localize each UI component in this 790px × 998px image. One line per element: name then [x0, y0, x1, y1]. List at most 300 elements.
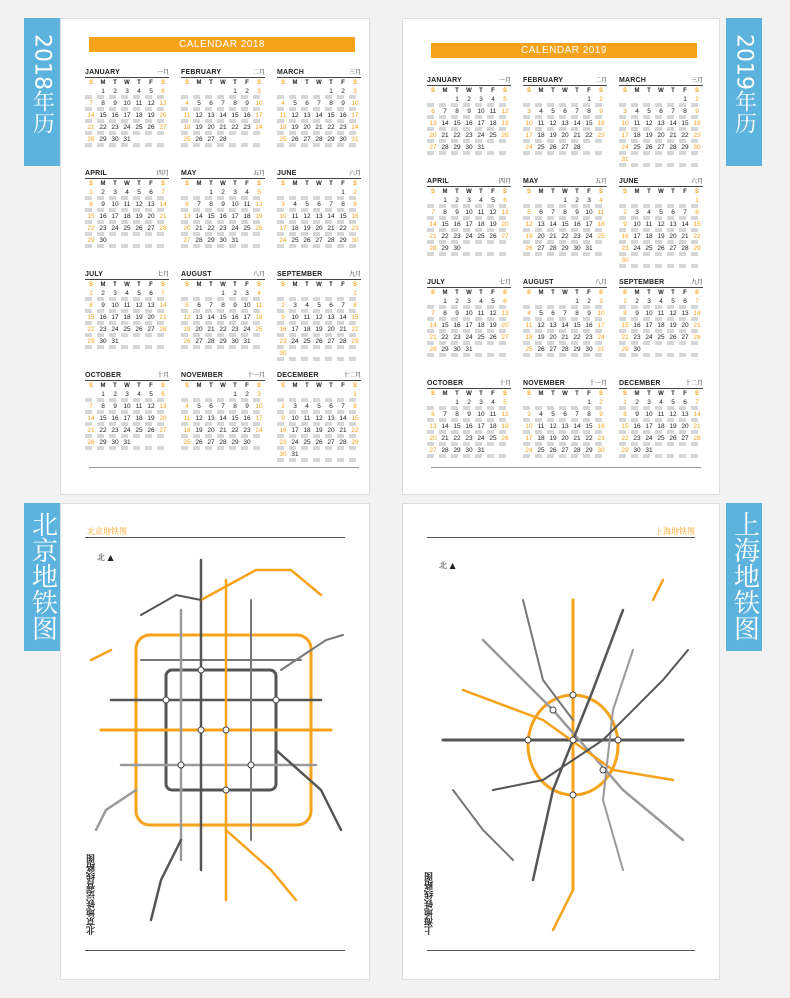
day-cell[interactable]: 6 — [503, 197, 507, 204]
day-cell[interactable]: 15 — [621, 322, 629, 329]
day-cell[interactable]: 24 — [645, 334, 653, 341]
day-cell[interactable]: 16 — [585, 322, 593, 329]
day-cell[interactable]: 29 — [339, 237, 347, 244]
day-cell[interactable]: 30 — [339, 136, 347, 143]
day-cell[interactable]: 29 — [573, 346, 581, 353]
day-cell[interactable]: 17 — [633, 233, 641, 240]
day-cell[interactable]: 22 — [561, 233, 569, 240]
day-cell[interactable]: 13 — [657, 120, 665, 127]
day-cell[interactable]: 16 — [633, 423, 641, 430]
day-cell[interactable]: 5 — [137, 290, 141, 297]
day-cell[interactable]: 5 — [305, 201, 309, 208]
day-cell[interactable]: 23 — [279, 439, 287, 446]
day-cell[interactable]: 1 — [563, 197, 567, 204]
day-cell[interactable]: 22 — [231, 124, 239, 131]
day-cell[interactable]: 13 — [303, 112, 311, 119]
day-cell[interactable]: 7 — [683, 209, 687, 216]
day-cell[interactable]: 24 — [465, 233, 473, 240]
day-cell[interactable]: 29 — [327, 136, 335, 143]
day-cell[interactable]: 29 — [585, 447, 593, 454]
day-cell[interactable]: 23 — [633, 435, 641, 442]
day-cell[interactable]: 9 — [467, 108, 471, 115]
day-cell[interactable]: 7 — [443, 108, 447, 115]
day-cell[interactable]: 4 — [539, 411, 543, 418]
day-cell[interactable]: 1 — [455, 399, 459, 406]
day-cell[interactable]: 17 — [123, 415, 131, 422]
day-cell[interactable]: 17 — [255, 415, 263, 422]
day-cell[interactable]: 14 — [549, 221, 557, 228]
day-cell[interactable]: 3 — [113, 290, 117, 297]
day-cell[interactable]: 11 — [489, 411, 497, 418]
station-node[interactable] — [248, 762, 254, 768]
day-cell[interactable]: 8 — [89, 302, 93, 309]
day-cell[interactable]: 8 — [89, 201, 93, 208]
day-cell[interactable]: 9 — [233, 302, 237, 309]
day-cell[interactable]: 3 — [647, 399, 651, 406]
station-node[interactable] — [570, 737, 576, 743]
day-cell[interactable]: 13 — [315, 213, 323, 220]
day-cell[interactable]: 23 — [585, 334, 593, 341]
day-cell[interactable]: 18 — [243, 213, 251, 220]
day-cell[interactable]: 26 — [501, 435, 509, 442]
day-cell[interactable]: 11 — [255, 302, 263, 309]
day-cell[interactable]: 22 — [99, 124, 107, 131]
day-cell[interactable]: 29 — [99, 439, 107, 446]
day-cell[interactable]: 22 — [585, 435, 593, 442]
day-cell[interactable]: 25 — [489, 132, 497, 139]
day-cell[interactable]: 24 — [231, 225, 239, 232]
day-cell[interactable]: 17 — [645, 423, 653, 430]
day-cell[interactable]: 31 — [585, 245, 593, 252]
day-cell[interactable]: 26 — [291, 136, 299, 143]
day-cell[interactable]: 7 — [161, 189, 165, 196]
station-node[interactable] — [273, 697, 279, 703]
day-cell[interactable]: 21 — [315, 124, 323, 131]
day-cell[interactable]: 24 — [477, 132, 485, 139]
day-cell[interactable]: 24 — [111, 225, 119, 232]
day-cell[interactable]: 19 — [501, 423, 509, 430]
day-cell[interactable]: 18 — [633, 132, 641, 139]
day-cell[interactable]: 17 — [525, 132, 533, 139]
day-cell[interactable]: 3 — [467, 298, 471, 305]
day-cell[interactable]: 12 — [549, 120, 557, 127]
day-cell[interactable]: 7 — [575, 108, 579, 115]
day-cell[interactable]: 9 — [113, 100, 117, 107]
day-cell[interactable]: 15 — [99, 112, 107, 119]
day-cell[interactable]: 2 — [455, 298, 459, 305]
day-cell[interactable]: 11 — [537, 120, 545, 127]
day-cell[interactable]: 20 — [147, 314, 155, 321]
day-cell[interactable]: 5 — [551, 411, 555, 418]
day-cell[interactable]: 15 — [573, 322, 581, 329]
day-cell[interactable]: 4 — [491, 96, 495, 103]
day-cell[interactable]: 15 — [621, 423, 629, 430]
day-cell[interactable]: 4 — [599, 197, 603, 204]
day-cell[interactable]: 13 — [159, 403, 167, 410]
day-cell[interactable]: 17 — [111, 213, 119, 220]
day-cell[interactable]: 6 — [671, 209, 675, 216]
day-cell[interactable]: 30 — [99, 338, 107, 345]
day-cell[interactable]: 11 — [657, 411, 665, 418]
day-cell[interactable]: 19 — [525, 233, 533, 240]
day-cell[interactable]: 23 — [453, 233, 461, 240]
day-cell[interactable]: 15 — [351, 314, 359, 321]
day-cell[interactable]: 17 — [231, 213, 239, 220]
day-cell[interactable]: 21 — [219, 427, 227, 434]
day-cell[interactable]: 22 — [621, 435, 629, 442]
day-cell[interactable]: 24 — [621, 144, 629, 151]
day-cell[interactable]: 14 — [441, 423, 449, 430]
day-cell[interactable]: 29 — [207, 237, 215, 244]
day-cell[interactable]: 25 — [489, 435, 497, 442]
day-cell[interactable]: 1 — [695, 197, 699, 204]
station-node[interactable] — [615, 737, 621, 743]
day-cell[interactable]: 5 — [293, 100, 297, 107]
day-cell[interactable]: 13 — [537, 221, 545, 228]
day-cell[interactable]: 24 — [525, 144, 533, 151]
day-cell[interactable]: 7 — [431, 209, 435, 216]
day-cell[interactable]: 11 — [525, 322, 533, 329]
day-cell[interactable]: 20 — [429, 435, 437, 442]
day-cell[interactable]: 28 — [681, 245, 689, 252]
day-cell[interactable]: 22 — [327, 124, 335, 131]
day-cell[interactable]: 26 — [645, 144, 653, 151]
day-cell[interactable]: 21 — [573, 435, 581, 442]
day-cell[interactable]: 2 — [281, 302, 285, 309]
day-cell[interactable]: 20 — [147, 213, 155, 220]
day-cell[interactable]: 23 — [351, 225, 359, 232]
day-cell[interactable]: 26 — [315, 439, 323, 446]
day-cell[interactable]: 4 — [527, 310, 531, 317]
day-cell[interactable]: 18 — [183, 124, 191, 131]
day-cell[interactable]: 4 — [647, 209, 651, 216]
day-cell[interactable]: 27 — [561, 144, 569, 151]
day-cell[interactable]: 28 — [315, 136, 323, 143]
day-cell[interactable]: 2 — [599, 399, 603, 406]
day-cell[interactable]: 3 — [125, 391, 129, 398]
day-cell[interactable]: 12 — [303, 213, 311, 220]
day-cell[interactable]: 2 — [599, 96, 603, 103]
day-cell[interactable]: 28 — [429, 245, 437, 252]
day-cell[interactable]: 9 — [635, 411, 639, 418]
day-cell[interactable]: 27 — [207, 439, 215, 446]
day-cell[interactable]: 22 — [351, 427, 359, 434]
day-cell[interactable]: 4 — [281, 100, 285, 107]
day-cell[interactable]: 20 — [657, 132, 665, 139]
day-cell[interactable]: 21 — [681, 233, 689, 240]
day-cell[interactable]: 19 — [135, 314, 143, 321]
station-node[interactable] — [198, 667, 204, 673]
day-cell[interactable]: 21 — [159, 213, 167, 220]
day-cell[interactable]: 10 — [351, 100, 359, 107]
day-cell[interactable]: 25 — [657, 334, 665, 341]
day-cell[interactable]: 23 — [621, 245, 629, 252]
day-cell[interactable]: 28 — [159, 225, 167, 232]
day-cell[interactable]: 19 — [657, 233, 665, 240]
day-cell[interactable]: 8 — [221, 302, 225, 309]
day-cell[interactable]: 2 — [587, 298, 591, 305]
station-node[interactable] — [570, 692, 576, 698]
day-cell[interactable]: 17 — [243, 314, 251, 321]
day-cell[interactable]: 9 — [281, 314, 285, 321]
day-cell[interactable]: 10 — [123, 100, 131, 107]
day-cell[interactable]: 16 — [465, 120, 473, 127]
day-cell[interactable]: 29 — [453, 144, 461, 151]
day-cell[interactable]: 22 — [453, 435, 461, 442]
day-cell[interactable]: 3 — [623, 108, 627, 115]
day-cell[interactable]: 29 — [87, 237, 95, 244]
day-cell[interactable]: 30 — [453, 245, 461, 252]
day-cell[interactable]: 14 — [429, 221, 437, 228]
day-cell[interactable]: 5 — [491, 197, 495, 204]
day-cell[interactable]: 24 — [465, 334, 473, 341]
day-cell[interactable]: 23 — [279, 338, 287, 345]
day-cell[interactable]: 4 — [305, 302, 309, 309]
day-cell[interactable]: 16 — [351, 213, 359, 220]
day-cell[interactable]: 13 — [195, 314, 203, 321]
day-cell[interactable]: 22 — [681, 132, 689, 139]
day-cell[interactable]: 15 — [561, 221, 569, 228]
day-cell[interactable]: 12 — [315, 314, 323, 321]
day-cell[interactable]: 25 — [303, 439, 311, 446]
day-cell[interactable]: 13 — [147, 302, 155, 309]
day-cell[interactable]: 24 — [279, 237, 287, 244]
day-cell[interactable]: 28 — [327, 237, 335, 244]
day-cell[interactable]: 25 — [135, 124, 143, 131]
day-cell[interactable]: 3 — [527, 411, 531, 418]
day-cell[interactable]: 23 — [597, 435, 605, 442]
day-cell[interactable]: 31 — [123, 136, 131, 143]
day-cell[interactable]: 4 — [137, 88, 141, 95]
station-node[interactable] — [178, 762, 184, 768]
day-cell[interactable]: 20 — [195, 326, 203, 333]
day-cell[interactable]: 29 — [351, 338, 359, 345]
day-cell[interactable]: 22 — [339, 225, 347, 232]
day-cell[interactable]: 10 — [645, 411, 653, 418]
day-cell[interactable]: 2 — [623, 209, 627, 216]
day-cell[interactable]: 28 — [339, 439, 347, 446]
day-cell[interactable]: 29 — [87, 338, 95, 345]
day-cell[interactable]: 29 — [681, 144, 689, 151]
day-cell[interactable]: 14 — [327, 213, 335, 220]
day-cell[interactable]: 13 — [183, 213, 191, 220]
day-cell[interactable]: 14 — [207, 314, 215, 321]
day-cell[interactable]: 5 — [149, 391, 153, 398]
day-cell[interactable]: 14 — [219, 112, 227, 119]
day-cell[interactable]: 1 — [233, 88, 237, 95]
day-cell[interactable]: 30 — [633, 447, 641, 454]
day-cell[interactable]: 25 — [123, 326, 131, 333]
day-cell[interactable]: 26 — [669, 334, 677, 341]
day-cell[interactable]: 27 — [303, 136, 311, 143]
day-cell[interactable]: 25 — [279, 136, 287, 143]
day-cell[interactable]: 15 — [87, 314, 95, 321]
day-cell[interactable]: 1 — [587, 96, 591, 103]
day-cell[interactable]: 30 — [693, 144, 701, 151]
day-cell[interactable]: 30 — [243, 439, 251, 446]
day-cell[interactable]: 27 — [429, 447, 437, 454]
day-cell[interactable]: 25 — [183, 439, 191, 446]
day-cell[interactable]: 13 — [549, 322, 557, 329]
day-cell[interactable]: 12 — [255, 201, 263, 208]
day-cell[interactable]: 28 — [159, 326, 167, 333]
day-cell[interactable]: 10 — [525, 423, 533, 430]
day-cell[interactable]: 9 — [575, 209, 579, 216]
day-cell[interactable]: 12 — [489, 310, 497, 317]
day-cell[interactable]: 21 — [195, 225, 203, 232]
day-cell[interactable]: 1 — [221, 290, 225, 297]
day-cell[interactable]: 10 — [231, 201, 239, 208]
day-cell[interactable]: 11 — [291, 213, 299, 220]
day-cell[interactable]: 9 — [587, 310, 591, 317]
day-cell[interactable]: 21 — [429, 233, 437, 240]
day-cell[interactable]: 23 — [633, 334, 641, 341]
day-cell[interactable]: 25 — [183, 136, 191, 143]
day-cell[interactable]: 6 — [185, 201, 189, 208]
day-cell[interactable]: 1 — [101, 391, 105, 398]
day-cell[interactable]: 9 — [101, 201, 105, 208]
day-cell[interactable]: 18 — [657, 322, 665, 329]
day-cell[interactable]: 18 — [303, 326, 311, 333]
day-cell[interactable]: 8 — [683, 108, 687, 115]
day-cell[interactable]: 10 — [621, 120, 629, 127]
day-cell[interactable]: 18 — [279, 124, 287, 131]
day-cell[interactable]: 9 — [455, 209, 459, 216]
day-cell[interactable]: 8 — [587, 108, 591, 115]
day-cell[interactable]: 4 — [305, 403, 309, 410]
day-cell[interactable]: 3 — [353, 88, 357, 95]
day-cell[interactable]: 18 — [489, 423, 497, 430]
day-cell[interactable]: 5 — [491, 298, 495, 305]
day-cell[interactable]: 19 — [147, 112, 155, 119]
tab-2019-calendar[interactable] — [726, 18, 762, 166]
day-cell[interactable]: 27 — [195, 338, 203, 345]
day-cell[interactable]: 31 — [597, 346, 605, 353]
day-cell[interactable]: 5 — [647, 108, 651, 115]
day-cell[interactable]: 7 — [329, 201, 333, 208]
day-cell[interactable]: 6 — [197, 302, 201, 309]
day-cell[interactable]: 8 — [623, 310, 627, 317]
day-cell[interactable]: 12 — [669, 411, 677, 418]
day-cell[interactable]: 7 — [563, 310, 567, 317]
day-cell[interactable]: 4 — [257, 290, 261, 297]
day-cell[interactable]: 2 — [467, 399, 471, 406]
day-cell[interactable]: 6 — [161, 391, 165, 398]
day-cell[interactable]: 21 — [429, 334, 437, 341]
day-cell[interactable]: 21 — [561, 334, 569, 341]
day-cell[interactable]: 17 — [477, 423, 485, 430]
day-cell[interactable]: 24 — [123, 124, 131, 131]
day-cell[interactable]: 13 — [147, 201, 155, 208]
day-cell[interactable]: 21 — [87, 427, 95, 434]
day-cell[interactable]: 2 — [113, 391, 117, 398]
day-cell[interactable]: 23 — [573, 233, 581, 240]
day-cell[interactable]: 3 — [125, 88, 129, 95]
day-cell[interactable]: 8 — [623, 411, 627, 418]
day-cell[interactable]: 10 — [633, 221, 641, 228]
day-cell[interactable]: 30 — [231, 338, 239, 345]
day-cell[interactable]: 18 — [291, 225, 299, 232]
day-cell[interactable]: 11 — [183, 415, 191, 422]
day-cell[interactable]: 11 — [123, 201, 131, 208]
day-cell[interactable]: 9 — [635, 310, 639, 317]
day-cell[interactable]: 25 — [645, 245, 653, 252]
day-cell[interactable]: 26 — [315, 338, 323, 345]
day-cell[interactable]: 27 — [315, 237, 323, 244]
day-cell[interactable]: 27 — [681, 334, 689, 341]
day-cell[interactable]: 21 — [441, 132, 449, 139]
day-cell[interactable]: 19 — [135, 213, 143, 220]
day-cell[interactable]: 8 — [353, 302, 357, 309]
day-cell[interactable]: 25 — [597, 233, 605, 240]
day-cell[interactable]: 23 — [339, 124, 347, 131]
day-cell[interactable]: 22 — [231, 427, 239, 434]
day-cell[interactable]: 2 — [575, 197, 579, 204]
day-cell[interactable]: 8 — [443, 209, 447, 216]
day-cell[interactable]: 7 — [317, 100, 321, 107]
day-cell[interactable]: 28 — [429, 346, 437, 353]
day-cell[interactable]: 1 — [329, 88, 333, 95]
day-cell[interactable]: 25 — [537, 447, 545, 454]
day-cell[interactable]: 27 — [669, 245, 677, 252]
day-cell[interactable]: 5 — [503, 96, 507, 103]
day-cell[interactable]: 10 — [477, 108, 485, 115]
day-cell[interactable]: 20 — [327, 427, 335, 434]
day-cell[interactable]: 28 — [693, 334, 701, 341]
day-cell[interactable]: 31 — [465, 346, 473, 353]
day-cell[interactable]: 12 — [501, 108, 509, 115]
day-cell[interactable]: 6 — [305, 100, 309, 107]
day-cell[interactable]: 26 — [537, 346, 545, 353]
day-cell[interactable]: 19 — [147, 415, 155, 422]
day-cell[interactable]: 15 — [99, 415, 107, 422]
day-cell[interactable]: 20 — [159, 415, 167, 422]
day-cell[interactable]: 11 — [123, 302, 131, 309]
day-cell[interactable]: 16 — [243, 415, 251, 422]
day-cell[interactable]: 26 — [549, 144, 557, 151]
day-cell[interactable]: 2 — [695, 96, 699, 103]
day-cell[interactable]: 27 — [561, 447, 569, 454]
day-cell[interactable]: 11 — [477, 310, 485, 317]
station-node[interactable] — [550, 707, 556, 713]
day-cell[interactable]: 17 — [585, 221, 593, 228]
day-cell[interactable]: 3 — [281, 201, 285, 208]
day-cell[interactable]: 1 — [233, 391, 237, 398]
day-cell[interactable]: 23 — [243, 427, 251, 434]
day-cell[interactable]: 11 — [279, 112, 287, 119]
day-cell[interactable]: 14 — [159, 302, 167, 309]
day-cell[interactable]: 15 — [453, 120, 461, 127]
day-cell[interactable]: 25 — [477, 233, 485, 240]
day-cell[interactable]: 19 — [537, 334, 545, 341]
day-cell[interactable]: 9 — [353, 201, 357, 208]
day-cell[interactable]: 12 — [135, 302, 143, 309]
day-cell[interactable]: 10 — [255, 403, 263, 410]
day-cell[interactable]: 18 — [525, 334, 533, 341]
day-cell[interactable]: 24 — [243, 326, 251, 333]
day-cell[interactable]: 25 — [135, 427, 143, 434]
day-cell[interactable]: 16 — [453, 221, 461, 228]
day-cell[interactable]: 8 — [443, 310, 447, 317]
day-cell[interactable]: 16 — [111, 415, 119, 422]
day-cell[interactable]: 21 — [339, 427, 347, 434]
day-cell[interactable]: 15 — [231, 415, 239, 422]
day-cell[interactable]: 21 — [219, 124, 227, 131]
day-cell[interactable]: 8 — [455, 411, 459, 418]
day-cell[interactable]: 10 — [255, 100, 263, 107]
day-cell[interactable]: 6 — [209, 403, 213, 410]
day-cell[interactable]: 21 — [573, 132, 581, 139]
